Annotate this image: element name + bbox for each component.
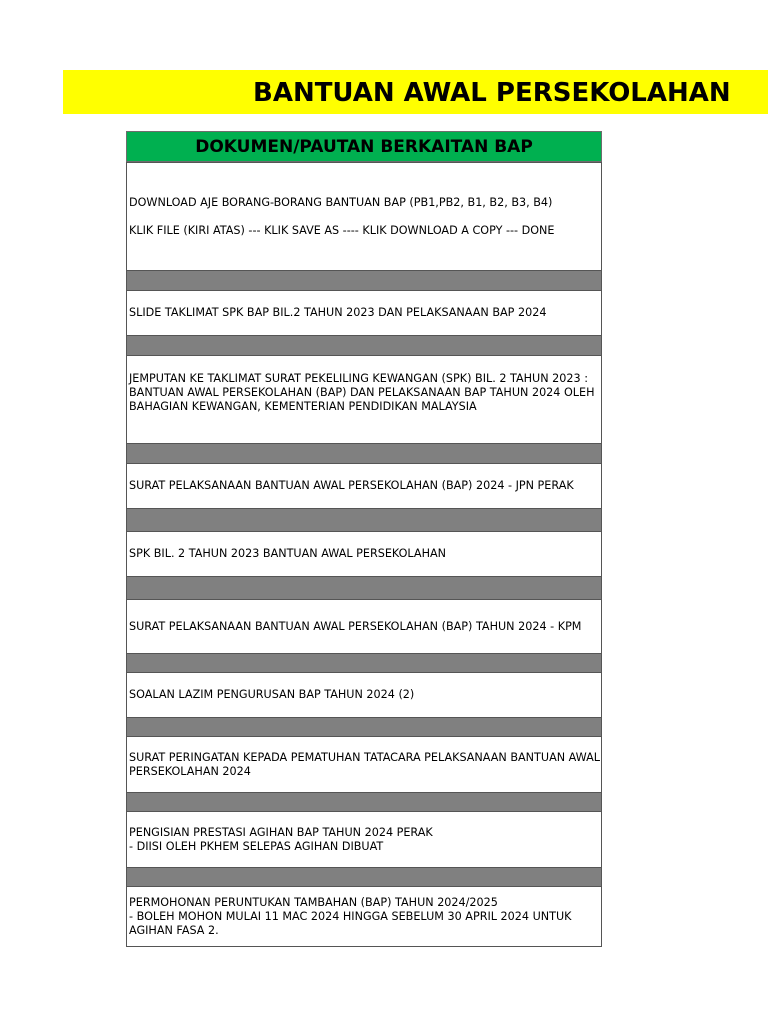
page-title: BANTUAN AWAL PERSEKOLAHAN: [253, 78, 731, 108]
link-soalan-lazim[interactable]: SOALAN LAZIM PENGURUSAN BAP TAHUN 2024 (2): [126, 672, 602, 718]
link-download-forms-line2: KLIK FILE (KIRI ATAS) --- KLIK SAVE AS ---- KLIK DOWNLOAD A COPY --- DONE: [129, 223, 555, 237]
link-slide-taklimat[interactable]: SLIDE TAKLIMAT SPK BAP BIL.2 TAHUN 2023 DAN PELAKSANAAN BAP 2024: [126, 290, 602, 336]
row-separator: [126, 271, 602, 290]
row-separator: [126, 793, 602, 811]
link-jemputan-taklimat[interactable]: JEMPUTAN KE TAKLIMAT SURAT PEKELILING KEWANGAN (SPK) BIL. 2 TAHUN 2023 : BANTUAN AWAL PERSEKOLAHAN (BAP) DAN PELAKSANAAN BAP TAHUN 2024 OLEH BAHAGIAN KEWANGAN, KEMENTERIAN PENDIDIKAN MALAYSIA: [126, 355, 602, 444]
link-spk-bil2[interactable]: SPK BIL. 2 TAHUN 2023 BANTUAN AWAL PERSEKOLAHAN: [126, 531, 602, 577]
link-permohonan-peruntukan[interactable]: PERMOHONAN PERUNTUKAN TAMBAHAN (BAP) TAHUN 2024/2025 - BOLEH MOHON MULAI 11 MAC 2024 HINGGA SEBELUM 30 APRIL 2024 UNTUK AGIHAN FASA 2.: [126, 886, 602, 947]
link-download-forms[interactable]: [126, 162, 602, 271]
table-header: DOKUMEN/PAUTAN BERKAITAN BAP: [126, 131, 602, 162]
row-separator: [126, 654, 602, 672]
row-separator: [126, 509, 602, 531]
row-separator: [126, 868, 602, 886]
link-download-forms-line1: DOWNLOAD AJE BORANG-BORANG BANTUAN BAP (PB1,PB2, B1, B2, B3, B4): [129, 195, 553, 209]
link-surat-kpm[interactable]: SURAT PELAKSANAAN BANTUAN AWAL PERSEKOLAHAN (BAP) TAHUN 2024 - KPM: [126, 599, 602, 654]
cell-spacer: [129, 210, 601, 224]
row-separator: [126, 577, 602, 599]
row-separator: [126, 718, 602, 736]
link-surat-jpn-perak[interactable]: SURAT PELAKSANAAN BANTUAN AWAL PERSEKOLAHAN (BAP) 2024 - JPN PERAK: [126, 463, 602, 509]
link-pengisian-prestasi[interactable]: PENGISIAN PRESTASI AGIHAN BAP TAHUN 2024 PERAK - DIISI OLEH PKHEM SELEPAS AGIHAN DIBUAT: [126, 811, 602, 868]
link-surat-peringatan[interactable]: SURAT PERINGATAN KEPADA PEMATUHAN TATACARA PELAKSANAAN BANTUAN AWAL PERSEKOLAHAN 2024: [126, 736, 602, 793]
row-separator: [126, 336, 602, 355]
row-separator: [126, 444, 602, 463]
